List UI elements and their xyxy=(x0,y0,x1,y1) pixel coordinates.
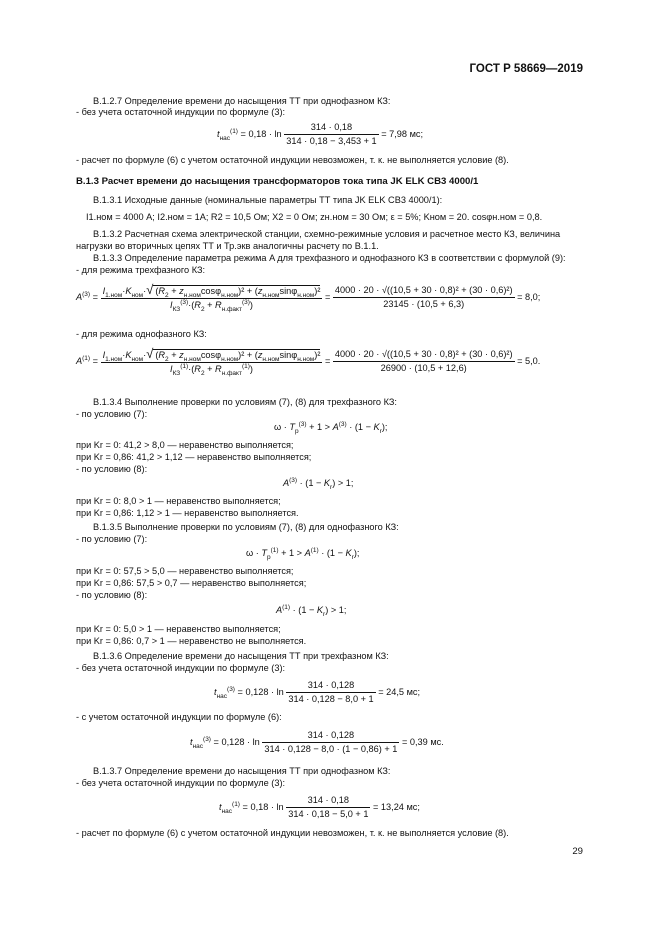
section-134-r3: при Kr = 0: 8,0 > 1 — неравенство выполняется; xyxy=(76,496,281,506)
condition-7-3ph: $\omega \cdot T_р^{(3)} + 1 > A^{(3)} \cdot (1 - K_r)$; xyxy=(274,420,388,435)
section-135-cond7: - по условию (7): xyxy=(76,534,148,544)
section-134-cond7: - по условию (7): xyxy=(76,409,148,419)
section-127-dash2: - расчет по формуле (6) с учетом остаточной индукции невозможен, т. к. не выполняется условие (8). xyxy=(76,155,509,165)
section-132-line2: нагрузки во вторичных цепях ТТ и Тр.экв аналогичны расчету по В.1.1. xyxy=(76,241,379,251)
section-135-r4: при Kr = 0,86: 0,7 > 1 — неравенство не выполняется. xyxy=(76,636,307,646)
section-131: В.1.3.1 Исходные данные (номинальные параметры ТТ типа JK ELK CB3 4000/1): xyxy=(93,195,443,205)
section-135: В.1.3.5 Выполнение проверки по условиям (7), (8) для однофазного КЗ: xyxy=(93,522,399,532)
section-135-cond8: - по условию (8): xyxy=(76,590,148,600)
section-131-params: I1.ном = 4000 А; I2.ном = 1А; R2 = 10,5 Ом; X2 = 0 Ом; zн.ном = 30 Ом; ε = 5%; Kном = 20. cosφн.ном = 0,8. xyxy=(86,212,543,222)
section-134: В.1.3.4 Выполнение проверки по условиям (7), (8) для трехфазного КЗ: xyxy=(93,397,397,407)
formula-f3: $A^{(1)}$ = $\frac{I_{1.ном}\cdot K_{ном}\cdot√ (R_2 + z_{н.ном}\cos\varphi_{н.ном})^2 + (z_{н.ном}\sin\varphi_{н.ном})^2}{I_{КЗ}^{(1)}\cdot(R_2 + R_{н.факт}^{(1)})}$ = $\frac{\text{4000 · 20 · √((10,5 + 30 · 0,8)² + (30 · 0,6)²)}}{26900 \cdot (10,5 + 12,6)}$ = 5,0. xyxy=(76,346,541,377)
formula-f1: $t_{нас}^{(1)} = 0,18 \cdot \ln$ $\frac{314 \cdot 0,18}{314 \cdot 0,18 - 3,453 + 1}$ = 7,98 мс; xyxy=(217,122,424,146)
section-127-dash1: - без учета остаточной индукции по формуле (3): xyxy=(76,107,286,117)
formula-f5: $t_{нас}^{(3)} = 0,128 \cdot \ln$ $\frac{314 \cdot 0,128}{314 \cdot 0,128 - 8,0 \cdot (1 - 0,86) + 1}$ = 0,39 мс. xyxy=(190,730,444,754)
section-134-r4: при Kr = 0,86: 1,12 > 1 — неравенство выполняется. xyxy=(76,508,299,518)
page-number: 29 xyxy=(572,846,583,857)
formula-f6: $t_{нас}^{(1)} = 0,18 \cdot \ln$ $\frac{314 \cdot 0,18}{314 \cdot 0,18 - 5,0 + 1}$ = 13,24 мс; xyxy=(219,795,420,819)
formula-f4: $t_{нас}^{(3)} = 0,128 \cdot \ln$ $\frac{314 \cdot 0,128}{314 \cdot 0,128 - 8,0 + 1}$ = 24,5 мс; xyxy=(214,680,421,704)
section-136-dash1: - без учета остаточной индукции по формуле (3): xyxy=(76,663,286,673)
section-135-r2: при Kr = 0,86: 57,5 > 0,7 — неравенство выполняется; xyxy=(76,578,307,588)
section-137-dash1: - без учета остаточной индукции по формуле (3): xyxy=(76,778,286,788)
section-136-dash2: - с учетом остаточной индукции по формуле (6): xyxy=(76,712,282,722)
section-133-dash1: - для режима трехфазного КЗ: xyxy=(76,265,206,275)
condition-8-3ph: $A^{(3)} \cdot (1 - K_r) > 1$; xyxy=(283,476,354,491)
section-133-dash2: - для режима однофазного КЗ: xyxy=(76,329,207,339)
section-132-line1: В.1.3.2 Расчетная схема электрической станции, схемно-режимные условия и расчетное место КЗ, величина xyxy=(93,229,561,239)
section-136: В.1.3.6 Определение времени до насыщения ТТ при трехфазном КЗ: xyxy=(93,651,389,661)
condition-7-1ph: $\omega \cdot T_р^{(1)} + 1 > A^{(1)} \cdot (1 - K_r)$; xyxy=(246,546,360,561)
section-133: В.1.3.3 Определение параметра режима A для трехфазного и однофазного КЗ в соответствии с формулой (9): xyxy=(93,253,566,263)
section-127-title: В.1.2.7 Определение времени до насыщения ТТ при однофазном КЗ: xyxy=(93,96,391,106)
section-135-r3: при Kr = 0: 5,0 > 1 — неравенство выполняется; xyxy=(76,624,281,634)
section-137-dash2: - расчет по формуле (6) с учетом остаточной индукции невозможен, т. к. не выполняется условие (8). xyxy=(76,828,509,838)
standard-header: ГОСТ Р 58669—2019 xyxy=(469,63,583,75)
condition-8-1ph: $A^{(1)} \cdot (1 - K_r) > 1$; xyxy=(276,603,347,618)
section-134-r1: при Kr = 0: 41,2 > 8,0 — неравенство выполняется; xyxy=(76,440,294,450)
section-134-cond8: - по условию (8): xyxy=(76,464,148,474)
section-134-r2: при Kr = 0,86: 41,2 > 1,12 — неравенство выполняется; xyxy=(76,452,312,462)
section-137: В.1.3.7 Определение времени до насыщения ТТ при однофазном КЗ: xyxy=(93,766,391,776)
section-13-title: В.1.3 Расчет времени до насыщения трансформаторов тока типа JK ELK CB3 4000/1 xyxy=(76,176,479,187)
section-135-r1: при Kr = 0: 57,5 > 5,0 — неравенство выполняется; xyxy=(76,566,294,576)
formula-f2: $A^{(3)}$ = $\frac{I_{1.ном}\cdot K_{ном}\cdot√ (R_2 + z_{н.ном}\cos\varphi_{н.ном})^2 + (z_{н.ном}\sin\varphi_{н.ном})^2}{I_{КЗ}^{(3)}\cdot(R_2 + R_{н.факт}^{(3)})}$ = $\frac{\text{4000 · 20 · √((10,5 + 30 · 0,8)² + (30 · 0,6)²)}}{23145 \cdot (10,5 + 6,3)}$ = 8,0; xyxy=(76,282,541,313)
